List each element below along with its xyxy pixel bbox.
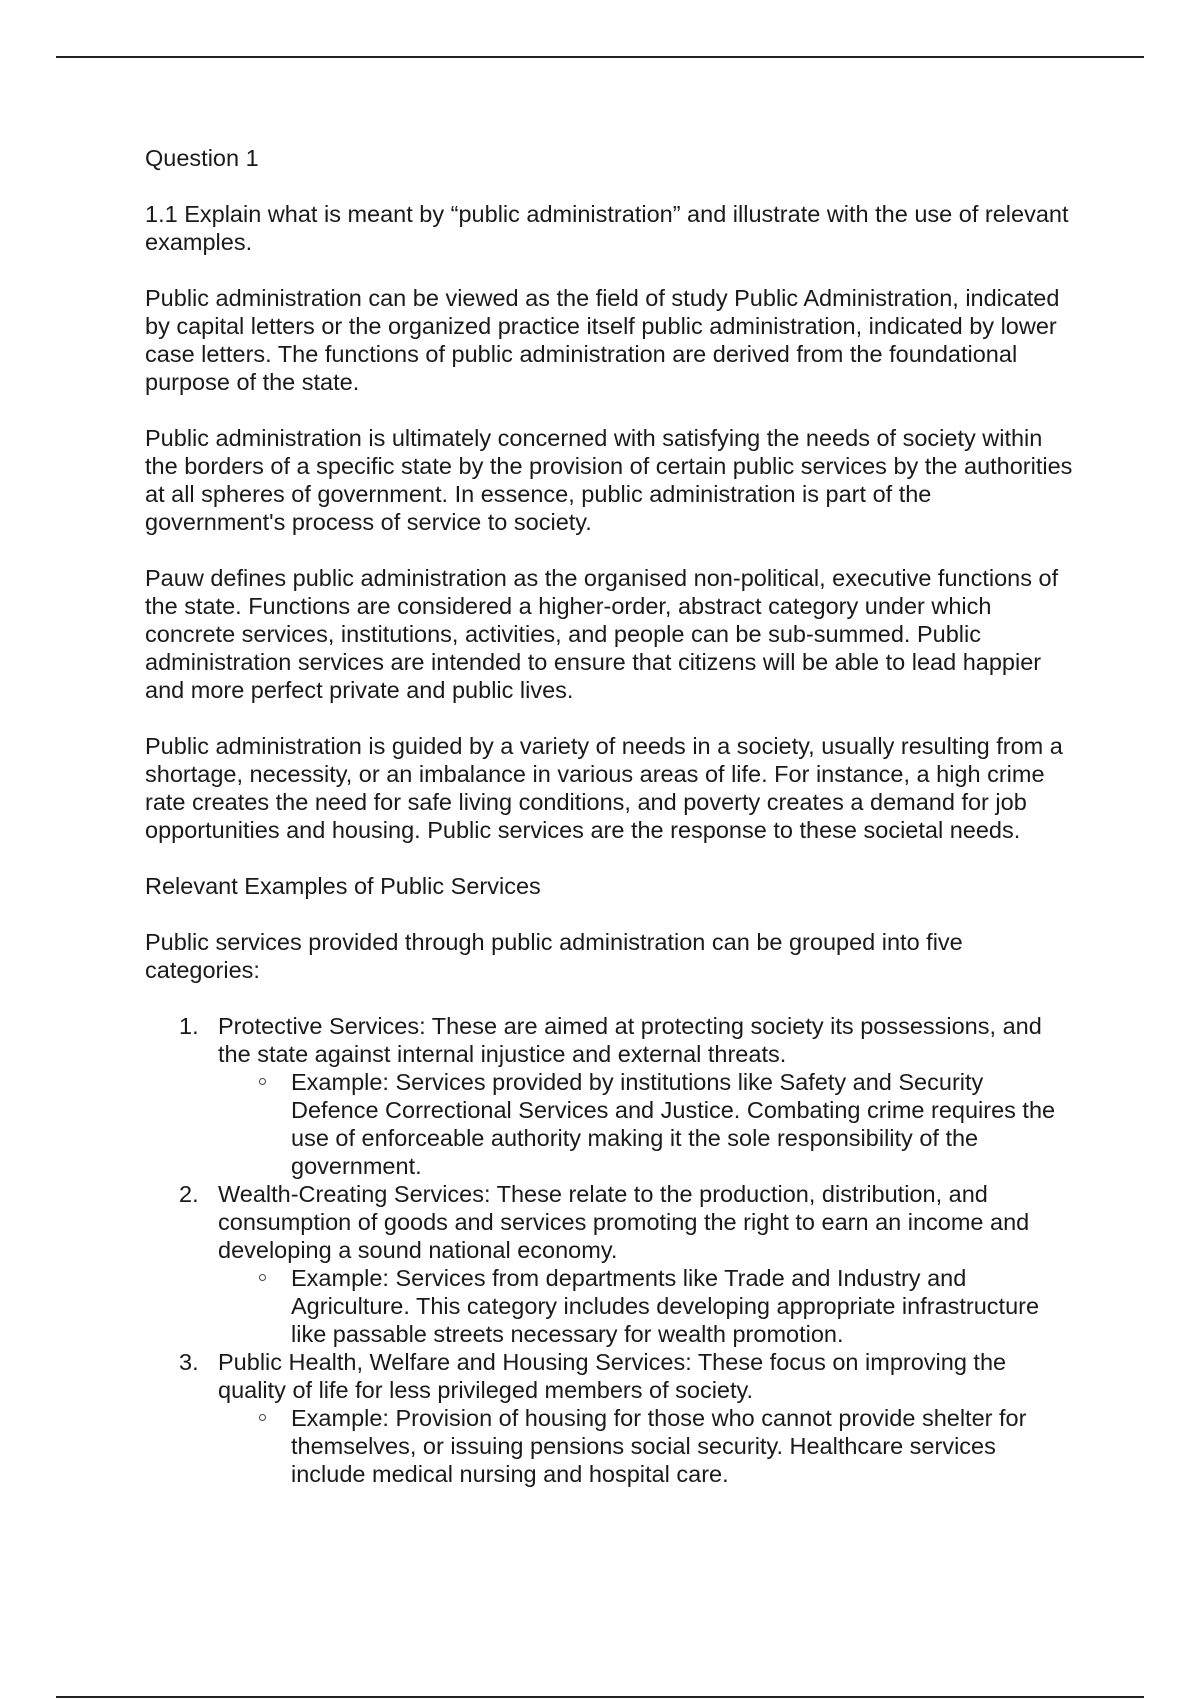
list-item [218, 1068, 1075, 1180]
example-sublist [218, 1264, 1075, 1348]
paragraph-purpose: Public administration is ultimately concerned with satisfying the needs of society within the borders of a specific state by the provision of certain public services by the authorities at all spheres of government. In essence, public administration is part of the government's process of service to society. [145, 425, 1073, 535]
service-categories-list [145, 1012, 1075, 1488]
paragraph-societal-needs: Public administration is guided by a variety of needs in a society, usually resulting from a shortage, necessity, or an imbalance in various areas of life. For instance, a high crime rate creates the need for safe living conditions, and poverty creates a demand for job opportunities and housing. Public services are the response to these societal needs. [145, 733, 1063, 843]
hollow-circle-bullet-icon [259, 1078, 266, 1085]
list-number: 2. [179, 1181, 199, 1207]
list-item [145, 1348, 1075, 1488]
list-item [145, 1012, 1075, 1180]
list-item [145, 1180, 1075, 1348]
hollow-circle-bullet-icon [259, 1414, 266, 1421]
category-text: Protective Services: These are aimed at protecting society its possessions, and the state against internal injustice and external threats. [218, 1013, 1042, 1067]
paragraph-pauw-definition: Pauw defines public administration as the organised non-political, executive functions of the state. Functions are considered a higher-order, abstract category under which concrete services, institutions, activities, and people can be sub-summed. Public administration services are intended to ensure that citizens will be able to lead happier and more perfect private and public lives. [145, 565, 1059, 703]
document-body [145, 144, 1075, 1488]
paragraph-definition: Public administration can be viewed as the field of study Public Administration, indicated by capital letters or the organized practice itself public administration, indicated by lower case letters. The functions of public administration are derived from the foundational purpose of the state. [145, 285, 1060, 395]
example-text: Example: Services from departments like Trade and Industry and Agriculture. This category includes developing appropriate infrastructure like passable streets necessary for wealth promotion. [291, 1265, 1040, 1347]
bottom-divider [56, 1696, 1144, 1698]
example-sublist [218, 1068, 1075, 1180]
list-item [218, 1404, 1075, 1488]
top-divider [56, 56, 1144, 58]
category-text: Public Health, Welfare and Housing Services: These focus on improving the quality of life for less privileged members of society. [218, 1349, 1007, 1403]
hollow-circle-bullet-icon [259, 1274, 266, 1281]
examples-intro: Public services provided through public administration can be grouped into five categories: [145, 929, 963, 983]
category-text: Wealth-Creating Services: These relate to the production, distribution, and consumption of goods and services promoting the right to earn an income and developing a sound national economy. [218, 1181, 1030, 1263]
list-number: 1. [179, 1013, 199, 1039]
example-text: Example: Provision of housing for those who cannot provide shelter for themselves, or issuing pensions social security. Healthcare services include medical nursing and hospital care. [291, 1405, 1027, 1487]
list-number: 3. [179, 1349, 199, 1375]
question-heading: Question 1 [145, 145, 259, 171]
example-sublist [218, 1404, 1075, 1488]
question-prompt: 1.1 Explain what is meant by “public administration” and illustrate with the use of relevant examples. [145, 201, 1069, 255]
example-text: Example: Services provided by institutions like Safety and Security Defence Correctional Services and Justice. Combating crime requires the use of enforceable authority making it the sole responsibility of the government. [291, 1069, 1056, 1179]
examples-heading: Relevant Examples of Public Services [145, 873, 541, 899]
list-item [218, 1264, 1075, 1348]
